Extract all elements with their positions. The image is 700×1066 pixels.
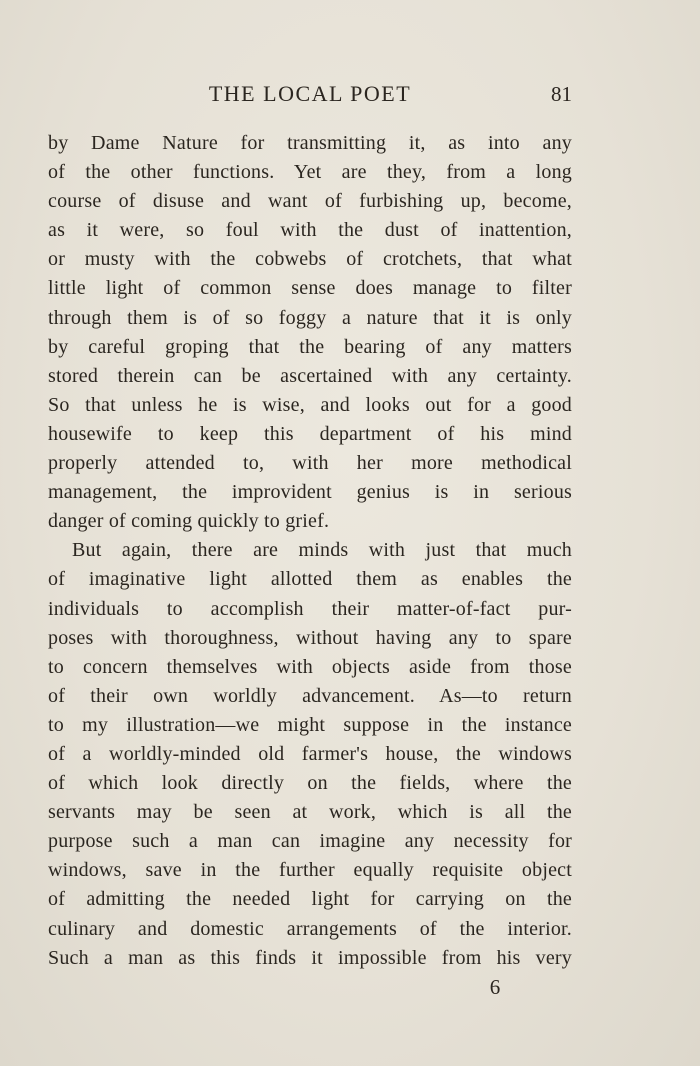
text-line: properly attended to, with her more methodical bbox=[48, 452, 572, 475]
text-line: or musty with the cobwebs of crotchets, that what bbox=[48, 248, 572, 271]
text-line: of admitting the needed light for carrying on the bbox=[48, 888, 572, 911]
text-line: by careful groping that the bearing of any matters bbox=[48, 335, 572, 358]
text-line: housewife to keep this department of his mind bbox=[48, 422, 572, 445]
page-header bbox=[48, 78, 572, 110]
text-line: Such a man as this finds it impossible from his very bbox=[48, 946, 572, 969]
text-line: by Dame Nature for transmitting it, as into any bbox=[48, 132, 572, 154]
text-line: of imaginative light allotted them as enables the bbox=[48, 568, 572, 591]
text-line: So that unless he is wise, and looks out for a good bbox=[48, 393, 572, 416]
text-line: of which look directly on the fields, where the bbox=[48, 772, 572, 795]
text-line: purpose such a man can imagine any necessity for bbox=[48, 830, 572, 853]
text-line: as it were, so foul with the dust of inattention, bbox=[48, 219, 572, 242]
text-line: of a worldly-minded old farmer's house, the windows bbox=[48, 742, 572, 765]
text-line: servants may be seen at work, which is all the bbox=[48, 801, 572, 824]
text-line: danger of coming quickly to grief. bbox=[48, 510, 330, 533]
text-line: poses with thoroughness, without having any to spare bbox=[48, 626, 572, 649]
text-line: windows, save in the further equally requisite object bbox=[48, 859, 572, 882]
text-line: But again, there are minds with just that much bbox=[72, 539, 572, 562]
body-text bbox=[48, 129, 572, 973]
text-line: to my illustration—we might suppose in the instance bbox=[48, 713, 572, 736]
text-line: management, the improvident genius is in serious bbox=[48, 481, 572, 504]
text-line: of their own worldly advancement. As—to return bbox=[48, 684, 572, 707]
page-number: 81 bbox=[551, 82, 572, 106]
text-line: stored therein can be ascertained with any certainty. bbox=[48, 364, 572, 387]
text-line: culinary and domestic arrangements of the interior. bbox=[48, 917, 572, 940]
signature-mark: 6 bbox=[489, 975, 501, 999]
text-line: course of disuse and want of furbishing up, become, bbox=[48, 190, 572, 213]
text-line: through them is of so foggy a nature that it is only bbox=[48, 306, 572, 329]
text-line: little light of common sense does manage to filter bbox=[48, 277, 572, 300]
running-title: THE LOCAL POET bbox=[208, 81, 412, 106]
text-line: individuals to accomplish their matter-of-fact pur- bbox=[48, 597, 572, 620]
text-line: of the other functions. Yet are they, from a long bbox=[48, 161, 572, 184]
text-line: to concern themselves with objects aside from those bbox=[48, 655, 572, 678]
